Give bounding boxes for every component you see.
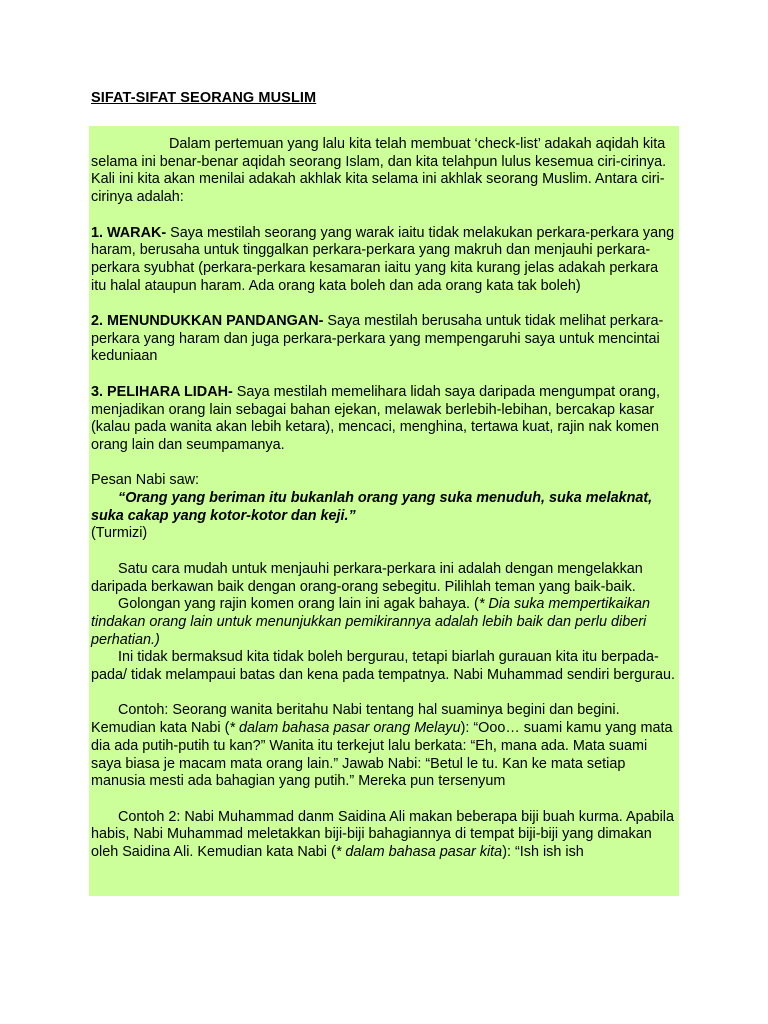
hadith-source: (Turmizi) [91,525,148,542]
contoh-1-note: * dalam bahasa pasar orang Melayu [229,720,461,737]
golongan-note: * Dia suka mempertikaikan tindakan orang lain untuk menunjukkan pemikirannya adalah lebih baik dan perlu diberi perhatian.) [91,596,650,648]
document-body [89,136,675,879]
contoh-2-start: Contoh 2: Nabi Muhammad danm Saidina Ali makan beberapa biji buah kurma. Apabila habis, Nabi Muhammad meletakkan biji-biji bahagiannya di tempat biji-biji yang dimakan oleh Saidina Ali. Kemudian kata Nabi ( [91,808,674,861]
contoh-2-end: ): “Ish ish ish [502,844,584,861]
hadith-quote: “Orang yang beriman itu bukanlah orang yang suka menuduh, suka melaknat, suka cakap yang kotor-kotor dan keji.” [91,490,653,524]
point-pelihara-lidah [91,384,675,455]
paragraph-golongan [91,596,675,649]
contoh-1-start: Contoh: Seorang wanita beritahu Nabi tentang hal suaminya begini dan begini. Kemudian kata Nabi ( [91,702,620,737]
point-warak [91,225,675,296]
paragraph-contoh-2 [91,809,675,862]
paragraph-contoh-1 [91,702,675,791]
point-menundukkan-pandangan [91,313,675,366]
point-text: Saya mestilah memelihara lidah saya daripada mengumpat orang, menjadikan orang lain sebagai bahan ejekan, melawak berlebih-lebihan, bercakap kasar (kalau pada wanita akan lebih ketara), mencaci, menghina, tertawa kuat, rajin nak komen orang lain dan seumpamanya. [91,383,660,453]
contoh-2-note: * dalam bahasa pasar kita [335,844,503,861]
contoh-1-end: ): “Ooo… suami kamu yang mata dia ada putih-putih tu kan?” Wanita itu terkejut lalu berkata: “Eh, mana ada. Mata suami saya biasa je macam mata orang lain.” Jawab Nabi: “Betul le tu. Kan ke mata setiap manusia mesti ada bahagian yang putih.” Mereka pun tersenyum [91,720,673,790]
paragraph-bergurau: Ini tidak bermaksud kita tidak boleh bergurau, tetapi biarlah gurauan kita itu berpada-pada/ tidak melampaui batas dan kena pada tempatnya. Nabi Muhammad sendiri bergurau. [91,649,675,684]
golongan-text: Golongan yang rajin komen orang lain ini agak bahaya. ( [118,596,479,613]
paragraph-satu-cara: Satu cara mudah untuk menjauhi perkara-perkara ini adalah dengan mengelakkan daripada berkawan baik dengan orang-orang sebegitu. Pilihlah teman yang baik-baik. [91,560,643,595]
point-text: Saya mestilah berusaha untuk tidak melihat perkara-perkara yang haram dan juga perkara-perkara yang mempengaruhi saya untuk mencintai keduniaan [91,313,664,365]
hadith-intro: Pesan Nabi saw: [91,472,199,489]
point-heading: 1. WARAK- [91,224,167,241]
point-heading: 3. PELIHARA LIDAH- [91,383,233,400]
intro-paragraph: Dalam pertemuan yang lalu kita telah membuat ‘check-list’ adakah aqidah kita selama ini benar-benar aqidah seorang Islam, dan kita telahpun lulus kesemua ciri-cirinya. Kali ini kita akan menilai adakah akhlak kita selama ini akhlak seorang Muslim. Antara ciri-cirinya adalah: [91,136,667,206]
highlighted-content-box [89,126,679,896]
point-text: Saya mestilah seorang yang warak iaitu tidak melakukan perkara-perkara yang haram, berusaha untuk tinggalkan perkara-perkara yang makruh dan menjauhi perkara-perkara syubhat (perkara-perkara kesamaran iaitu yang kita kurang jelas adakah perkara itu halal ataupun haram. Ada orang kata boleh dan ada orang kata tak boleh) [91,224,675,294]
page-title: SIFAT-SIFAT SEORANG MUSLIM [91,90,317,106]
point-heading: 2. MENUNDUKKAN PANDANGAN- [91,313,324,329]
